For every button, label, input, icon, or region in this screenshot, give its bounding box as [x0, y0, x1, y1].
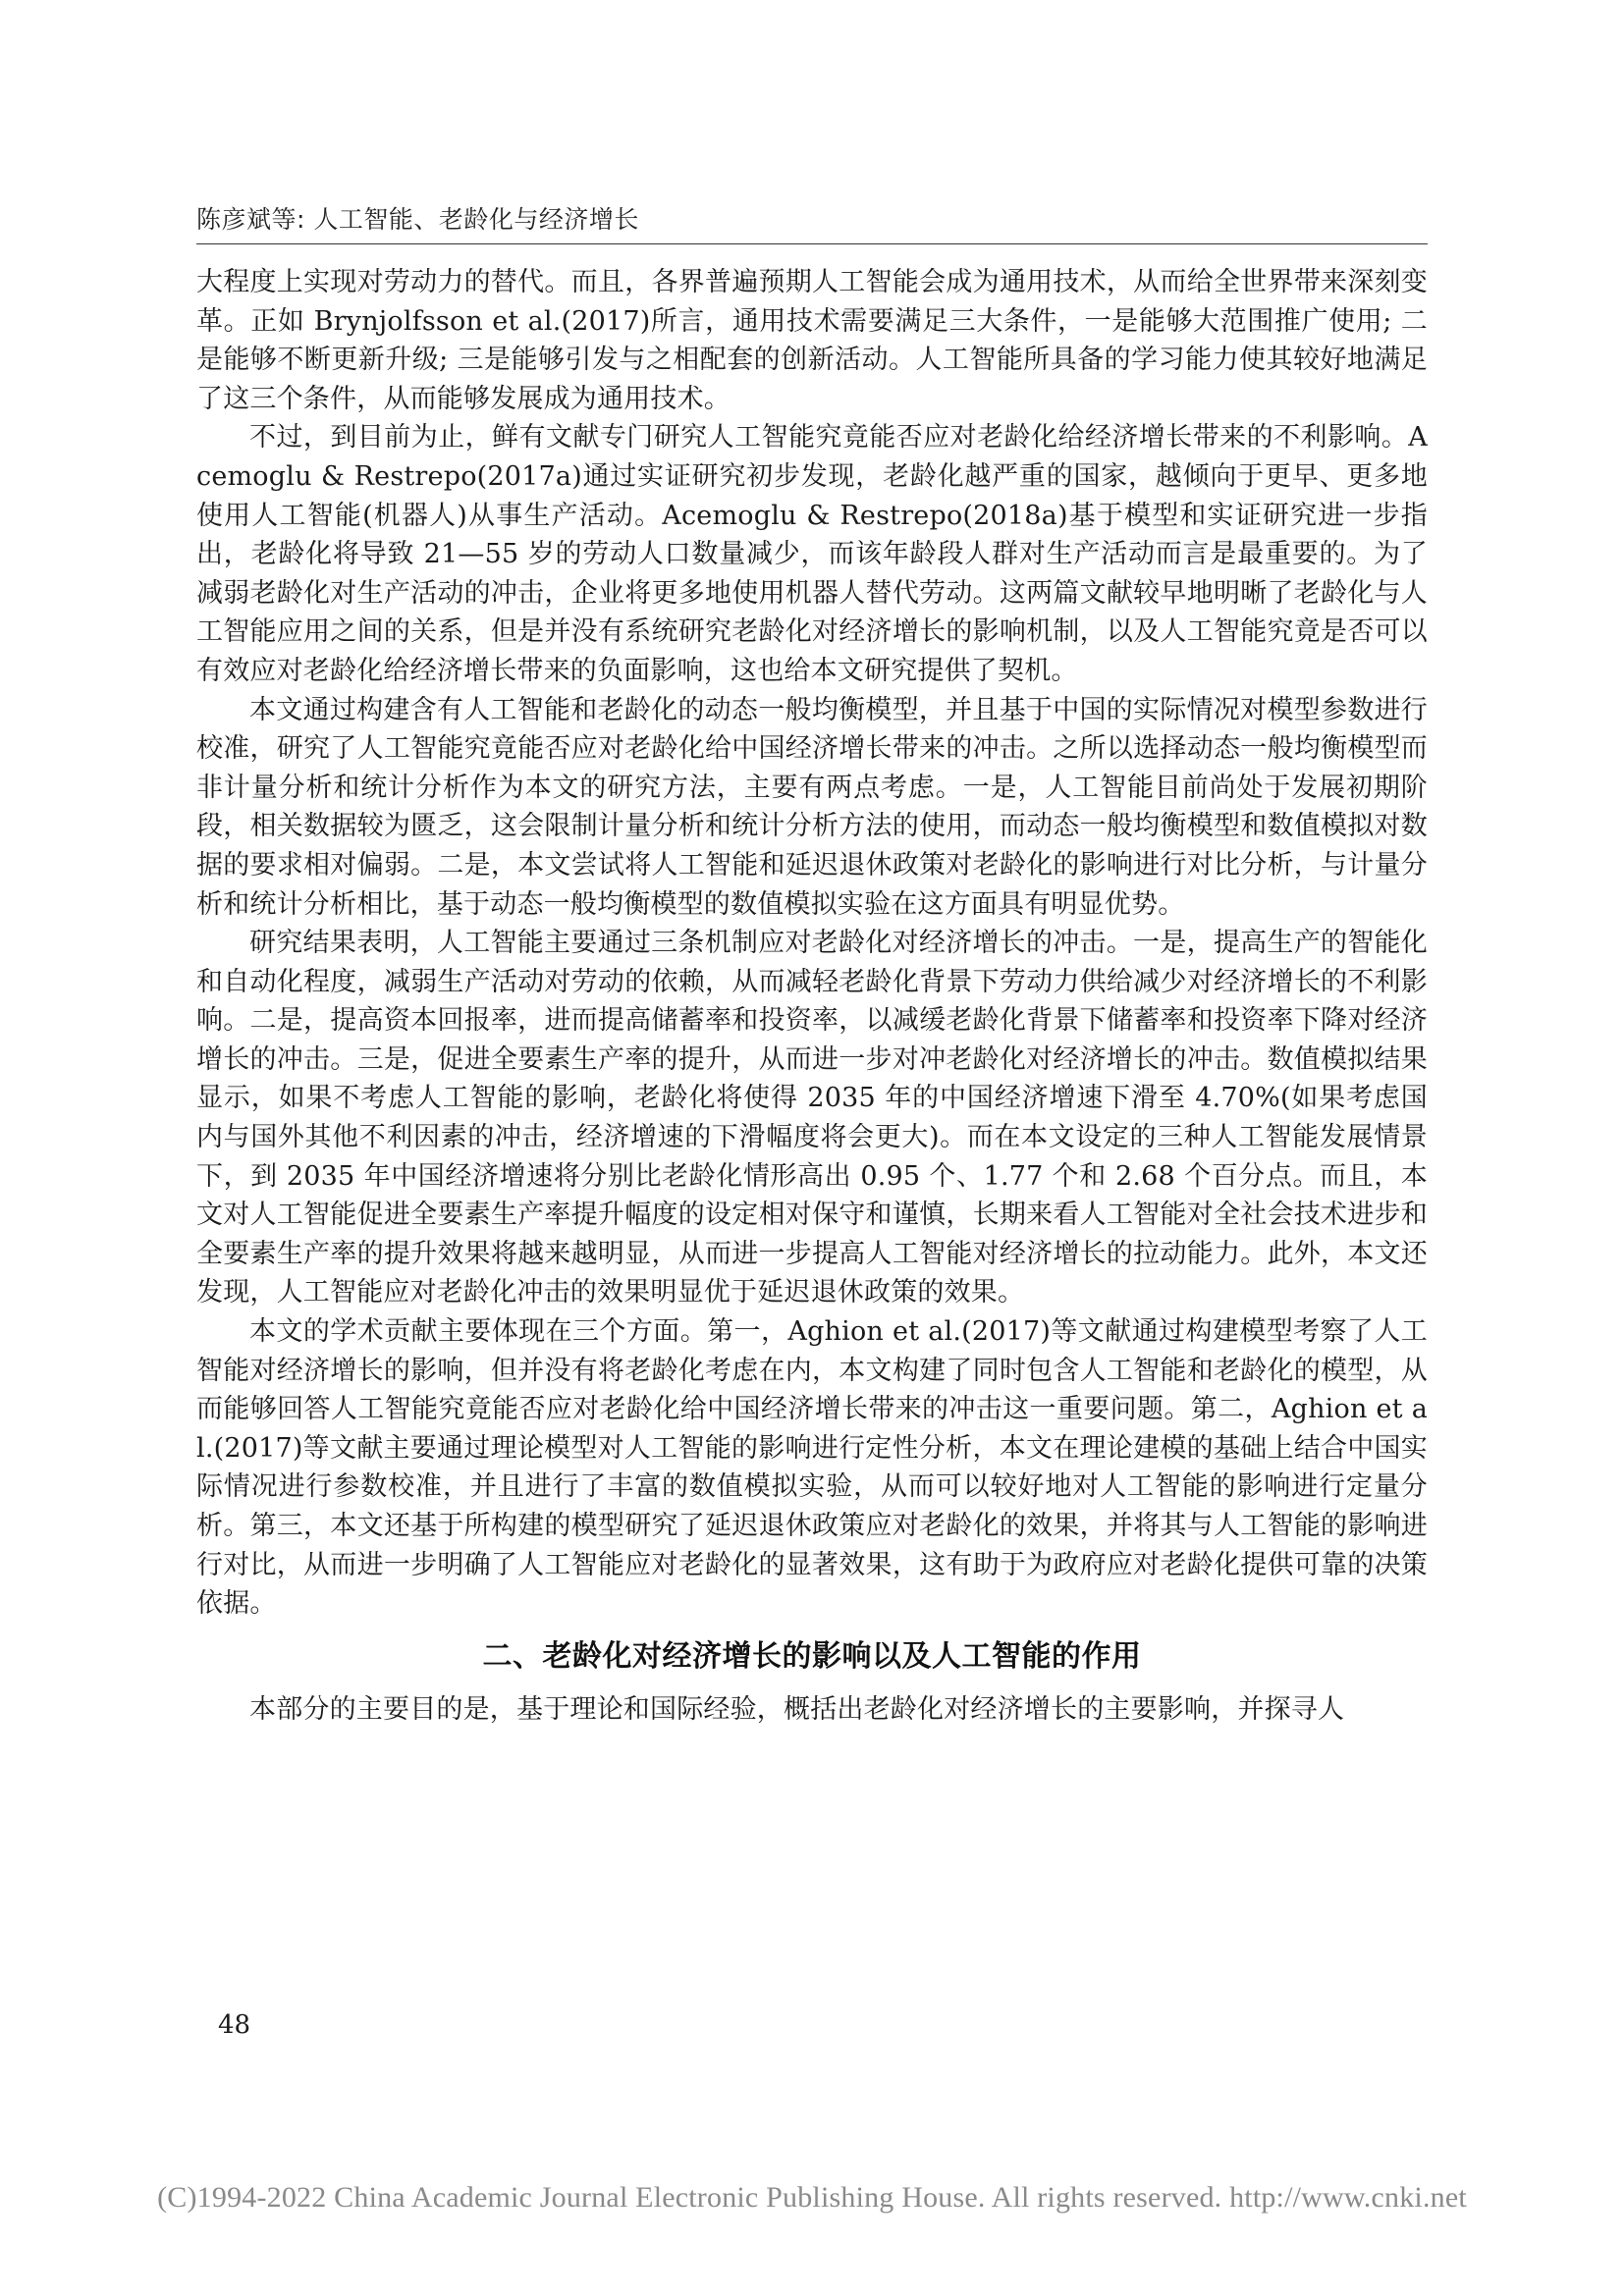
copyright-footer: (C)1994-2022 China Academic Journal Electronic Publishing House. All rights reserved. http://www.cnki.net [157, 2181, 1467, 2214]
paragraph-literature: 不过，到目前为止，鲜有文献专门研究人工智能究竟能否应对老龄化给经济增长带来的不利影响。Acemoglu & Restrepo(2017a)通过实证研究初步发现，老龄化越严重的国家，越倾向于更早、更多地使用人工智能(机器人)从事生产活动。Acemoglu & Restrepo(2018a)基于模型和实证研究进一步指出，老龄化将导致 21—55 岁的劳动人口数量减少，而该年龄段人群对生产活动而言是最重要的。为了减弱老龄化对生产活动的冲击，企业将更多地使用机器人替代劳动。这两篇文献较早地明晰了老龄化与人工智能应用之间的关系，但是并没有系统研究老龄化对经济增长的影响机制，以及人工智能究竟是否可以有效应对老龄化给经济增长带来的负面影响，这也给本文研究提供了契机。 [196, 422, 1428, 686]
section-heading: 二、老龄化对经济增长的影响以及人工智能的作用 [482, 1638, 1142, 1674]
running-head-title: 陈彦斌等: 人工智能、老龄化与经济增长 [196, 205, 639, 234]
paragraph-results: 研究结果表明，人工智能主要通过三条机制应对老龄化对经济增长的冲击。一是，提高生产的智能化和自动化程度，减弱生产活动对劳动的依赖，从而减轻老龄化背景下劳动力供给减少对经济增长的不利影响。二是，提高资本回报率，进而提高储蓄率和投资率，以减缓老龄化背景下储蓄率和投资率下降对经济增长的冲击。三是，促进全要素生产率的提升，从而进一步对冲老龄化对经济增长的冲击。数值模拟结果显示，如果不考虑人工智能的影响，老龄化将使得 2035 年的中国经济增速下滑至 4.70%(如果考虑国内与国外其他不利因素的冲击，经济增速的下滑幅度将会更大)。而在本文设定的三种人工智能发展情景下，到 2035 年中国经济增速将分别比老龄化情形高出 0.95 个、1.77 个和 2.68 个百分点。而且，本文对人工智能促进全要素生产率提升幅度的设定相对保守和谨慎，长期来看人工智能对全社会技术进步和全要素生产率的提升效果将越来越明显，从而进一步提高人工智能对经济增长的拉动能力。此外，本文还发现，人工智能应对老龄化冲击的效果明显优于延迟退休政策的效果。 [196, 928, 1428, 1308]
paragraph-section-intro: 本部分的主要目的是，基于理论和国际经验，概括出老龄化对经济增长的主要影响，并探寻人 [249, 1693, 1345, 1725]
page-number: 48 [218, 2010, 251, 2040]
header-rule [196, 243, 1428, 244]
paragraph-method: 本文通过构建含有人工智能和老龄化的动态一般均衡模型，并且基于中国的实际情况对模型参数进行校准，研究了人工智能究竟能否应对老龄化给中国经济增长带来的冲击。之所以选择动态一般均衡模型而非计量分析和统计分析作为本文的研究方法，主要有两点考虑。一是，人工智能目前尚处于发展初期阶段，相关数据较为匮乏，这会限制计量分析和统计分析方法的使用，而动态一般均衡模型和数值模拟对数据的要求相对偏弱。二是，本文尝试将人工智能和延迟退休政策对老龄化的影响进行对比分析，与计量分析和统计分析相比，基于动态一般均衡模型的数值模拟实验在这方面具有明显优势。 [196, 694, 1428, 920]
paragraph-contributions: 本文的学术贡献主要体现在三个方面。第一，Aghion et al.(2017)等文献通过构建模型考察了人工智能对经济增长的影响，但并没有将老龄化考虑在内，本文构建了同时包含人工智能和老龄化的模型，从而能够回答人工智能究竟能否应对老龄化给中国经济增长带来的冲击这一重要问题。第二，Aghion et al.(2017)等文献主要通过理论模型对人工智能的影响进行定性分析，本文在理论建模的基础上结合中国实际情况进行参数校准，并且进行了丰富的数值模拟实验，从而可以较好地对人工智能的影响进行定量分析。第三，本文还基于所构建的模型研究了延迟退休政策应对老龄化的效果，并将其与人工智能的影响进行对比，从而进一步明确了人工智能应对老龄化的显著效果，这有助于为政府应对老龄化提供可靠的决策依据。 [196, 1316, 1428, 1620]
article-body [196, 263, 1428, 1729]
paragraph-continuation: 大程度上实现对劳动力的替代。而且，各界普遍预期人工智能会成为通用技术，从而给全世界带来深刻变革。正如 Brynjolfsson et al.(2017)所言，通用技术需要满足三大条件，一是能够大范围推广使用; 二是能够不断更新升级; 三是能够引发与之相配套的创新活动。人工智能所具备的学习能力使其较好地满足了这三个条件，从而能够发展成为通用技术。 [196, 267, 1428, 414]
